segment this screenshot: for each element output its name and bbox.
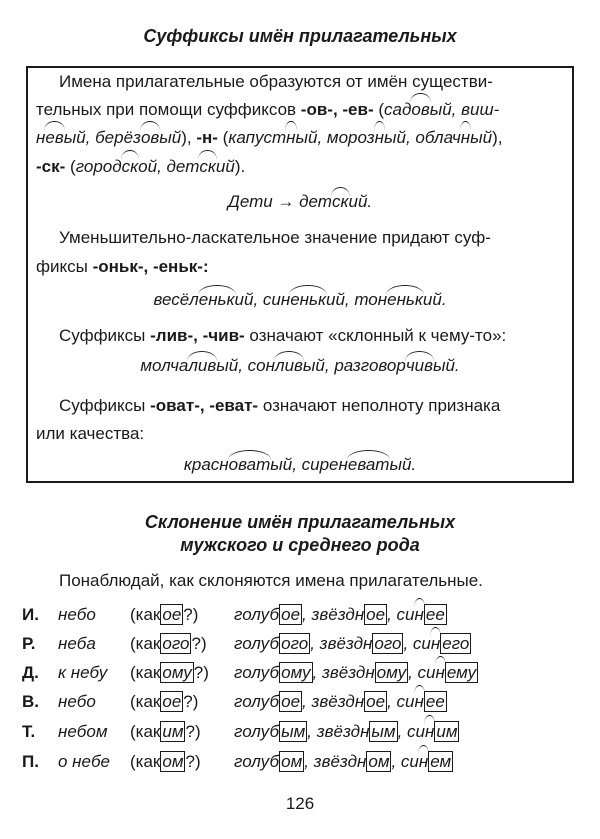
- section-title-suffixes: Суффиксы имён прилагательных: [143, 26, 457, 46]
- observe-text: Понаблюдай, как склоняются имена прилагательные.: [59, 571, 483, 590]
- rule-line-4: -ск- (городской, детский).: [36, 155, 245, 179]
- rule-line-2: тельных при помощи суффиксов -ов-, -ев- (садовый, виш-: [36, 98, 499, 122]
- rule-line-3: невый, берёзовый), -н- (капустный, морозный, облачный),: [36, 126, 502, 150]
- case-label: В.: [22, 692, 39, 711]
- ending-box: ему: [446, 663, 477, 682]
- page-number: 126: [285, 794, 315, 813]
- question: (как ое ?): [130, 605, 199, 624]
- adjective-forms: голуб ом , звёздн ом , син ем: [234, 750, 453, 774]
- ending-box: ое: [366, 605, 386, 624]
- ending-box: ом: [281, 752, 303, 771]
- question-ending: ом: [162, 752, 184, 771]
- question: (как ому ?): [130, 663, 209, 682]
- noun-form: небом: [58, 722, 108, 741]
- noun-form: неба: [58, 634, 96, 653]
- example-liv-chiv: молчаливый, сонливый, разговорчивый.: [140, 356, 460, 375]
- noun-form: к небу: [58, 663, 108, 682]
- question: (как им ?): [130, 722, 201, 741]
- adjective-forms: голуб ым , звёздн ым , син им: [234, 720, 459, 744]
- example-diminutive: весёленький, синенький, тоненький.: [153, 290, 447, 309]
- suffix-arc: н: [415, 690, 424, 714]
- question-ending: им: [162, 722, 184, 741]
- case-label: Д.: [22, 663, 39, 682]
- suffix-arc: н: [436, 661, 445, 685]
- ending-box: ого: [374, 634, 402, 653]
- section-title-declension-1: Склонение имён прилагательных: [144, 512, 456, 532]
- case-label: П.: [22, 752, 39, 771]
- adjective-forms: голуб ого , звёздн ого , син его: [234, 632, 471, 656]
- ending-box: ое: [281, 692, 301, 711]
- adjective-forms: голуб ому , звёздн ому , син ему: [234, 661, 478, 685]
- question-ending: ое: [162, 692, 182, 711]
- example-deti: Дети → детский.: [227, 192, 373, 211]
- example-ovat: красноватый, сиреневатый.: [183, 455, 417, 474]
- question-ending: ого: [162, 634, 190, 653]
- noun-form: небо: [58, 605, 96, 624]
- question: (как ом ?): [130, 752, 201, 771]
- question: (как ое ?): [130, 692, 199, 711]
- adjective-forms: голуб ое , звёздн ое , син ее: [234, 690, 447, 714]
- noun-form: небо: [58, 692, 96, 711]
- liv-chiv-line: Суффиксы -лив-, -чив- означают «склонный к чему-то»:: [59, 326, 507, 345]
- ovat-line-2: или качества:: [36, 424, 145, 443]
- diminutive-line-2: фиксы -оньк-, -еньк-:: [36, 257, 209, 276]
- suffix-arc: н: [425, 720, 434, 744]
- noun-form: о небе: [58, 752, 111, 771]
- ending-box: ое: [281, 605, 301, 624]
- question-ending: ое: [162, 605, 182, 624]
- rule-line-1: Имена прилагательные образуются от имён существи-: [59, 72, 493, 91]
- diminutive-line-1: Уменьшительно-ласкательное значение придают суф-: [59, 228, 491, 247]
- question: (как ого ?): [130, 634, 207, 653]
- suffix-arc: н: [419, 750, 428, 774]
- ending-box: ому: [376, 663, 407, 682]
- ending-box: ем: [430, 752, 452, 771]
- ending-box: ом: [368, 752, 390, 771]
- suffix-arc: н: [415, 603, 424, 627]
- case-label: И.: [22, 605, 39, 624]
- ending-box: ого: [281, 634, 309, 653]
- adjective-forms: голуб ое , звёздн ое , син ее: [234, 603, 447, 627]
- ending-box: ому: [281, 663, 311, 682]
- section-title-declension-2: мужского и среднего рода: [180, 535, 420, 555]
- ending-box: им: [436, 722, 458, 741]
- question-ending: ому: [162, 663, 192, 682]
- ending-box: ым: [281, 722, 306, 741]
- case-label: Р.: [22, 634, 36, 653]
- ending-box: его: [442, 634, 470, 653]
- suffix-arc: н: [431, 632, 440, 656]
- ending-box: ее: [425, 605, 445, 624]
- ovat-line-1: Суффиксы -оват-, -еват- означают неполноту признака: [59, 396, 501, 415]
- case-label: Т.: [22, 722, 36, 741]
- ending-box: ое: [366, 692, 386, 711]
- ending-box: ее: [425, 692, 445, 711]
- ending-box: ым: [371, 722, 396, 741]
